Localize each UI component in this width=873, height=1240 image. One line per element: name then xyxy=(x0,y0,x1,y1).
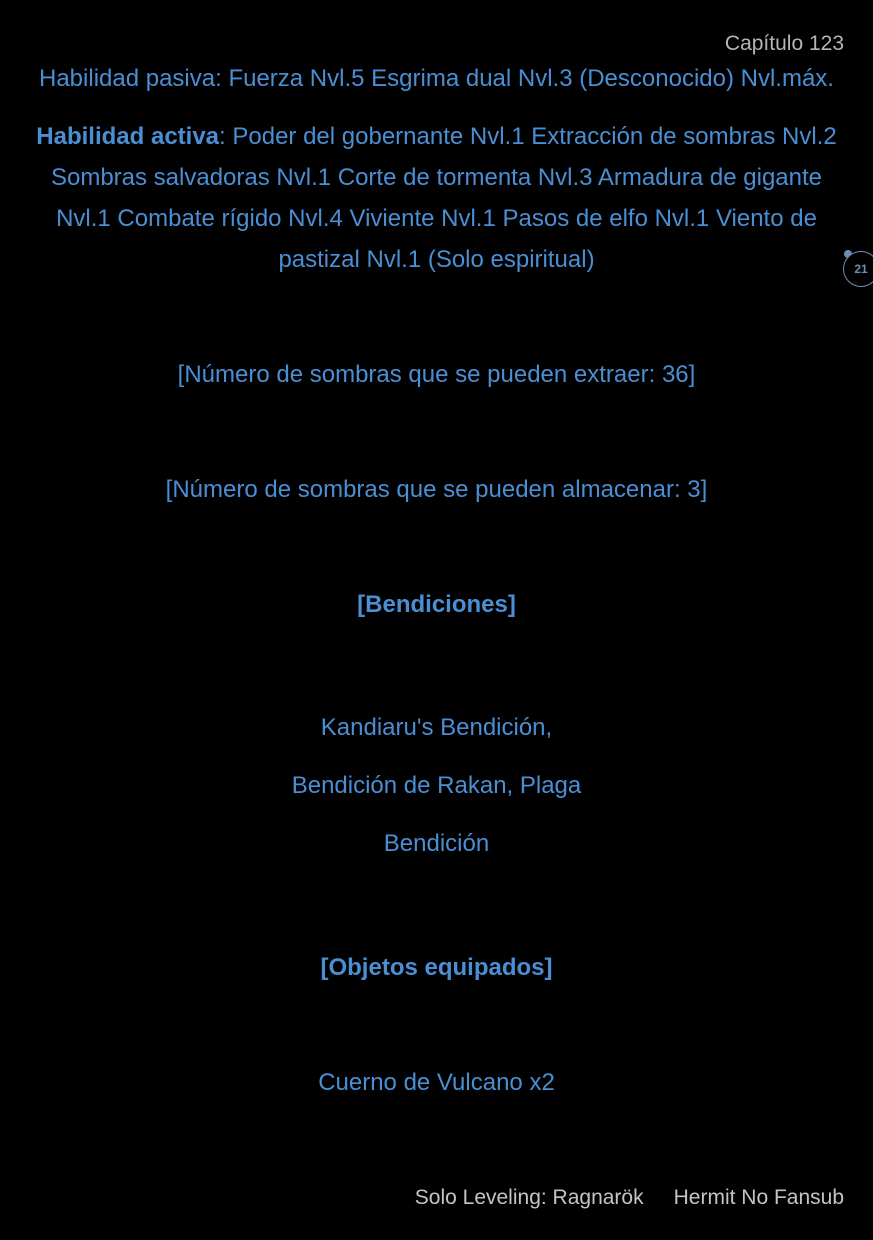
passive-skill-text: Habilidad pasiva: Fuerza Nvl.5 Esgrima dual Nvl.3 (Desconocido) Nvl.máx. xyxy=(39,65,834,92)
active-skill-paragraph xyxy=(28,116,845,280)
page-content xyxy=(28,58,845,1103)
blessing-line: Kandiaru's Bendición, xyxy=(320,714,553,741)
active-skill-label: Habilidad activa xyxy=(36,123,220,150)
footer xyxy=(415,1186,844,1210)
equipment-item: Cuerno de Vulcano x2 xyxy=(318,1069,555,1096)
footer-credit: Hermit No Fansub xyxy=(673,1186,844,1209)
footer-title: Solo Leveling: Ragnarök xyxy=(414,1186,644,1209)
blessing-line: Bendición de Rakan, Plaga xyxy=(291,772,582,799)
blessing-line: Bendición xyxy=(383,830,490,857)
chapter-label: Capítulo 123 xyxy=(724,32,844,55)
active-skill-text: : Poder del gobernante Nvl.1 Extracción de sombras Nvl.2 Sombras salvadoras Nvl.1 Corte de tormenta Nvl.3 Armadura de gigante Nvl.1 Combate rígido Nvl.4 Viviente Nvl.1 Pasos de elfo Nvl.1 Viento de pastizal Nvl.1 (Solo espiritual) xyxy=(50,123,837,273)
equipment-heading: [Objetos equipados] xyxy=(320,954,553,981)
shadows-store-text: [Número de sombras que se pueden almacenar: 3] xyxy=(165,476,708,503)
comment-count-badge[interactable]: 21 xyxy=(843,251,873,287)
blessings-heading: [Bendiciones] xyxy=(357,591,516,618)
shadows-extract-text: [Número de sombras que se pueden extraer: 36] xyxy=(177,361,696,388)
